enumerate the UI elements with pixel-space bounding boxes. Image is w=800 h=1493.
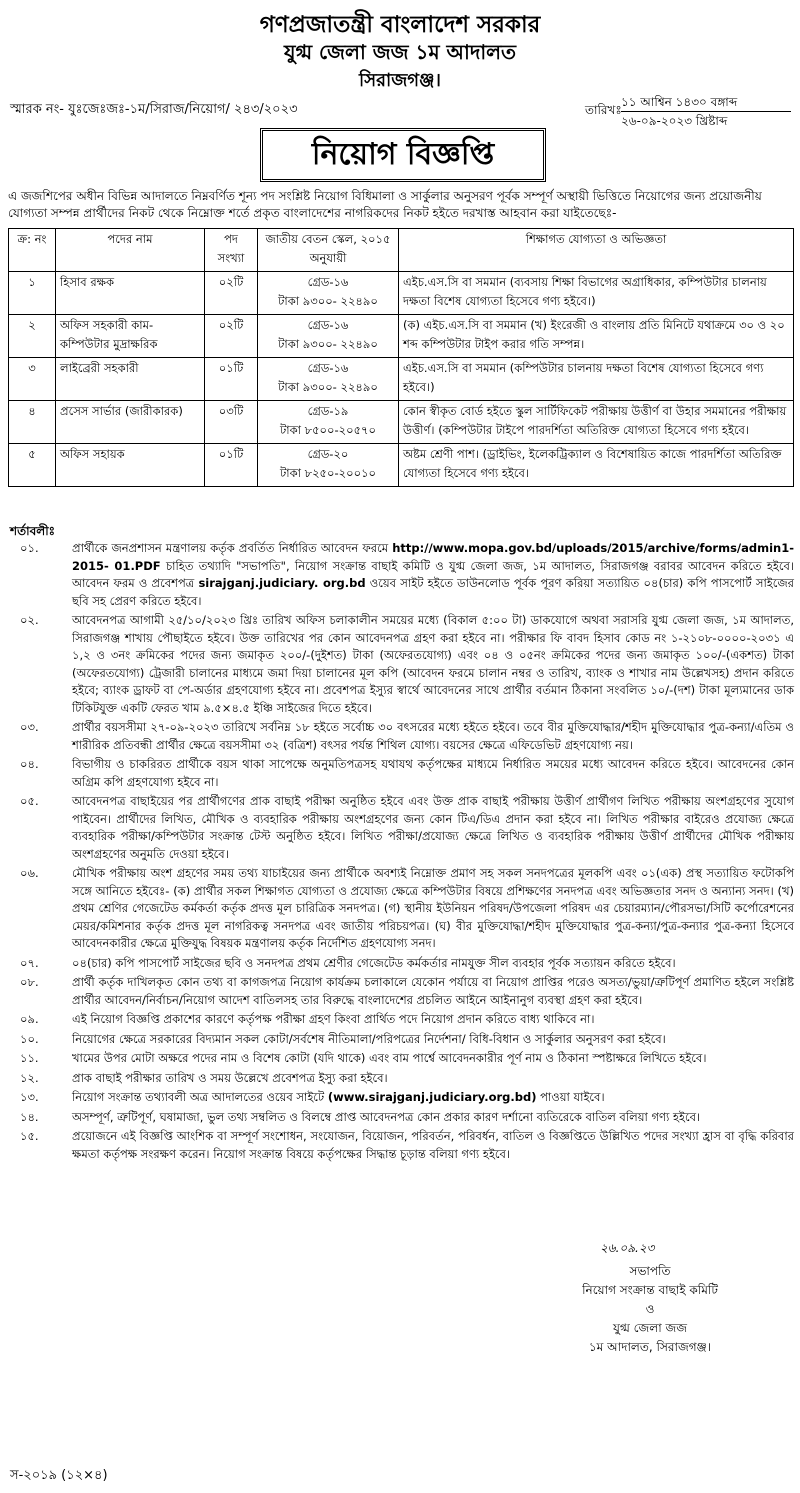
cell-grade: গ্রেড-১৬ — [307, 275, 349, 289]
cell-serial — [9, 401, 56, 444]
cell-name: প্রসেস সার্ভার (জারীকারক) — [60, 404, 183, 418]
condition-span: এই নিয়োগ বিজ্ঞপ্তি প্রকাশের কারণে কর্তৃপক্ষ পরীক্ষা গ্রহণ কিংবা প্রার্থিত পদে নিয়োগ প্রদান করিতে বাধ্য থাকিবে না। — [72, 1012, 595, 1026]
condition-link[interactable]: http://www.mopa.gov.bd/uploads/2015/archive/forms/admin1-2015- 01.PDF — [72, 541, 794, 573]
cell-post-count — [205, 272, 258, 315]
condition-span: অসম্পূর্ণ, ত্রুটিপূর্ণ, ঘষামাজা, ভুল তথ্য সম্বলিত ও বিলম্বে প্রাপ্ত আবেদনপত্র কোন প্রকার কারণ দর্শানো ব্যতিরেকে বাতিল বলিয়া গণ্য হইবে। — [72, 1109, 701, 1124]
cell-qualification — [399, 444, 794, 487]
cell-qual: এইচ.এস.সি বা সমমান (ব্যবসায় শিক্ষা বিভাগের অগ্রাধিকার, কম্পিউটার চালনায় দক্ষতা বিশেষ যোগ্যতা হিসেবে গণ্য হইবে।) — [403, 275, 767, 308]
condition-text — [72, 612, 794, 717]
cell-name: লাইব্রেরী সহকারী — [60, 361, 139, 375]
cell-pay: টাকা ৯৩০০- ২২৪৯০ — [278, 294, 378, 308]
condition-number: ০১. — [20, 541, 39, 555]
condition-number: ০৩. — [20, 720, 39, 734]
condition-text — [72, 1070, 794, 1088]
condition-item — [8, 1031, 794, 1049]
signature-block — [520, 1262, 780, 1357]
signature-initial: ২৬.০৯.২৩ — [600, 1241, 655, 1255]
condition-text — [72, 955, 794, 973]
condition-span: মৌখিক পরীক্ষায় অংশ গ্রহণের সময় তথ্য যাচাইয়ের জন্য প্রার্থীকে অবশ্যই নিম্নোক্ত প্রমাণ সহ সকল সনদপত্রের মূলকপি এবং ০১(এক) প্রস্থ সত্যায়িত ফটোকপি সঙ্গে আনিতে হইবেঃ- (ক) প্রার্থীর সকল শিক্ষাগত যোগ্যতা ও প্রযোজ্য ক্ষেত্রে কম্পিউটার বিষয়ে প্রশিক্ষণের সনদপত্র এবং অভিজ্ঞতার সনদ ও অন্যান্য সনদ। (খ) প্রথম শ্রেণির গেজেটেড কর্মকর্তা কর্তৃক প্রদত্ত মূল চারিত্রিক সনদপত্র। (গ) স্থানীয় ইউনিয়ন পরিষদ/উপজেলা পরিষদ এর চেয়ারম্যান/পৌরসভা/সিটি কর্পোরেশনের মেয়র/কমিশনার কর্তৃক প্রদত্ত মূল নাগরিকত্ব সনদপত্র এবং জাতীয় পরিচয়পত্র। (ঘ) বীর মুক্তিযোদ্ধা/শহীদ মুক্তিযোদ্ধার পুত্র-কন্যা/পুত্র-কন্যার পুত্র-কন্যা হিসেবে আবেদনকারীর ক্ষেত্রে মুক্তিযুদ্ধ বিষয়ক মন্ত্রণালয় কর্তৃক নির্দেশিত গ্রহণযোগ্য সনদ। — [72, 866, 794, 950]
signature-title: সভাপতি — [629, 1264, 671, 1278]
condition-text — [72, 1031, 794, 1049]
condition-item — [8, 955, 794, 973]
condition-link[interactable]: sirajganj.judiciary. org.bd — [198, 576, 366, 590]
cell-no: ৩ — [28, 361, 36, 375]
cell-post-name — [56, 444, 205, 487]
cell-qual: কোন স্বীকৃত বোর্ড হইতে স্কুল সার্টিফিকেট পরীক্ষায় উত্তীর্ণ বা উহার সমমানের পরীক্ষায় উত্তীর্ণ। (কম্পিউটার টাইপে পারদর্শিতা অতিরিক্ত যোগ্যতা হিসেবে গণ্য হইবে। — [403, 404, 787, 437]
header-pay-scale: জাতীয় বেতন স্কেল, ২০১৫ অনুযায়ী — [258, 229, 399, 272]
table-row — [9, 358, 794, 401]
cell-count: ০১টি — [218, 447, 244, 461]
cell-qual: অষ্টম শ্রেণী পাশ। (ড্রাইভিং, ইলেকট্রিক্যাল ও বিশেষায়িত কাজে পারদর্শিতা অতিরিক্ত যোগ্যতা হিসেবে গণ্য হইবে। — [403, 447, 782, 480]
signature-judge: যুগ্ম জেলা জজ — [612, 1321, 687, 1335]
condition-span: প্রয়োজনে এই বিজ্ঞপ্তি আংশিক বা সম্পূর্ণ সংশোধন, সংযোজন, বিয়োজন, পরিবর্তন, পরিবর্ধন, বাতিল ও বিজ্ঞপ্তিতে উল্লিখিত পদের সংখ্যা হ্রাস বা বৃদ্ধি করিবার ক্ষমতা কর্তৃপক্ষ সংরক্ষণ করেন। নিয়োগ সংক্রান্ত বিষয়ে কর্তৃপক্ষের সিদ্ধান্ত চূড়ান্ত বলিয়া গণ্য হইবে। — [72, 1129, 794, 1161]
condition-span: আবেদনপত্র বাছাইয়ের পর প্রার্থীগণের প্রাক বাছাই পরীক্ষা অনুষ্ঠিত হইবে এবং উক্ত প্রাক বাছাই পরীক্ষায় উত্তীর্ণ প্রার্থীগণ লিখিত পরীক্ষায় অংশগ্রহণের সুযোগ পাইবেন। প্রার্থীদের লিখিত, মৌখিক ও ব্যবহারিক পরীক্ষায় অংশগ্রহণের জন্য কোন টিএ/ডিএ প্রদান করা হইবে না। লিখিত পরীক্ষার বাইরেও প্রযোজ্য ক্ষেত্রে ব্যবহারিক পরীক্ষা/কম্পিউটার সংক্রান্ত টেস্ট অনুষ্ঠিত হইবে। লিখিত পরীক্ষা/প্রযোজ্য ক্ষেত্রে লিখিত ও ব্যবহারিক পরীক্ষায় উত্তীর্ণ প্রার্থীদের মৌখিক পরীক্ষায় অংশগ্রহণের অনুমতি দেওয়া হইবে। — [72, 794, 794, 861]
cell-name: অফিস সহকারী কাম-কম্পিউটার মুদ্রাক্ষরিক — [60, 318, 158, 351]
signature-and: ও — [645, 1302, 655, 1316]
cell-grade: গ্রেড-১৯ — [307, 404, 349, 418]
condition-number: ০৭. — [20, 955, 39, 970]
cell-pay-scale — [258, 401, 399, 444]
condition-text — [72, 1089, 794, 1107]
condition-span: আবেদনপত্র আগামী ২৫/১০/২০২৩ খ্রিঃ তারিখ অফিস চলাকালীন সময়ের মধ্যে (বিকাল ৫:০০ টা) ডাকযোগে অথবা সরাসরি যুগ্ম জেলা জজ, ১ম আদালত, সিরাজগঞ্জ শাখায় পৌছাইতে হইবে। উক্ত তারিখের পর কোন আবেদনপত্র গ্রহণ করা হইবে না। পরীক্ষার ফি বাবদ হিসাব কোড নং ১-২১০৮-০০০০-২০৩১ এ ১,২ ও ৩নং ক্রমিকের পদের জন্য জমাকৃত ২০০/-(দুইশত) টাকা (অফেরতযোগ্য) এবং ০৪ ও ০৫নং ক্রমিকের পদের জন্য জমাকৃত ১০০/-(একশত) টাকা (অফেরতযোগ্য) ট্রেজারী চালানের মাধ্যমে জমা দিয়া চালানের মূল কপি (আবেদন ফরমে চালান নম্বর ও তারিখ, ব্যাংক ও শাখার নাম উল্লেখসহ) প্রদান করিতে হইবে; ব্যাংক ড্রাফট বা পে-অর্ডার গ্রহণযোগ্য হইবে না। প্রবেশপত্র ইস্যুর স্বার্থে আবেদনের সাথে প্রার্থীর বর্তমান ঠিকানা সংবলিত ১০/-(দশ) টাকা মূল্যমানের ডাক টিকিটযুক্ত একটি ফেরত খাম ৯.৫×৪.৫ ইঞ্চি সাইজের দিতে হইবে। — [72, 613, 794, 715]
cell-serial — [9, 272, 56, 315]
condition-span: প্রার্থী কর্তৃক দাখিলকৃত কোন তথ্য বা কাগজপত্র নিয়োগ কার্যক্রম চলাকালে যেকোন পর্যায়ে বা নিয়োগ প্রাপ্তির পরেও অসত্য/ভুয়া/ত্রুটিপূর্ণ প্রমাণিত হইলে সংশ্লিষ্ট প্রার্থীর আবেদন/নির্বাচন/নিয়োগ আদেশ বাতিলসহ তার বিরুদ্ধে বাংলাদেশের প্রচলিত আইনে আইনানুগ ব্যবস্থা গ্রহণ করা হইবে। — [72, 975, 794, 1007]
cell-post-count — [205, 315, 258, 358]
posts-table — [8, 228, 794, 487]
condition-item — [8, 1050, 794, 1068]
cell-no: ৫ — [28, 447, 36, 461]
cell-qualification — [399, 272, 794, 315]
condition-span: খামের উপর মোটা অক্ষরে পদের নাম ও বিশেষ কোটা (যদি থাকে) এবং বাম পার্শ্বে আবেদনকারীর পূর্ণ নাম ও ঠিকানা স্পষ্টাক্ষরে লিখিতে হইবে। — [72, 1051, 707, 1065]
signature-committee: নিয়োগ সংক্রান্ত বাছাই কমিটি — [582, 1283, 718, 1297]
date-label: তারিখঃ — [585, 103, 622, 117]
cell-pay-scale — [258, 358, 399, 401]
cell-grade: গ্রেড-১৬ — [307, 361, 349, 375]
condition-item — [8, 793, 794, 863]
cell-qualification — [399, 358, 794, 401]
header-post-count: পদ সংখ্যা — [205, 229, 258, 272]
condition-number: ০৮. — [20, 975, 39, 989]
cell-pay-scale — [258, 444, 399, 487]
condition-item — [8, 1089, 794, 1107]
govt-heading: গণপ্রজাতন্ত্রী বাংলাদেশ সরকার — [259, 12, 541, 38]
footer-code: স-২০১৯ (১২×৪) — [10, 1468, 108, 1483]
condition-item — [8, 1011, 794, 1029]
date-english: ২৬-০৯-২০২৩ খ্রিষ্টাব্দ — [621, 114, 728, 128]
condition-number: ০৬. — [20, 866, 39, 880]
condition-span: প্রার্থীর বয়সসীমা ২৭-০৯-২০২৩ তারিখে সর্বনিম্ন ১৮ হইতে সর্বোচ্চ ৩০ বৎসরের মধ্যে হইতে হইবে। তবে বীর মুক্তিযোদ্ধার/শহীদ মুক্তিযোদ্ধার পুত্র-কন্যা/এতিম ও শারীরিক প্রতিবন্ধী প্রার্থীর ক্ষেত্রে বয়সসীমা ৩২ (বত্রিশ) বৎসর পর্যন্ত শিথিল যোগ্য। বয়সের ক্ষেত্রে এফিডেভিট গ্রহণযোগ্য নয়। — [72, 720, 794, 752]
condition-number: ০২. — [20, 613, 39, 627]
cell-serial — [9, 358, 56, 401]
condition-number: ১৫. — [20, 1129, 39, 1143]
cell-serial — [9, 315, 56, 358]
table-row — [9, 272, 794, 315]
condition-link[interactable]: (www.sirajganj.judiciary.org.bd) — [327, 1090, 537, 1104]
intro-paragraph: এ জজশিপের অধীন বিভিন্ন আদালতে নিম্নবর্ণিত শূন্য পদ সংশ্লিষ্ট নিয়োগ বিধিমালা ও সার্কুলার অনুসরণ পূর্বক সম্পূর্ণ অস্থায়ী ভিত্তিতে নিয়োগের জন্য প্রয়োজনীয় যোগ্যতা সম্পন্ন প্রার্থীদের নিকট থেকে নিম্নোক্ত শর্তে প্রকৃত বাংলাদেশের নাগরিকদের নিকট হইতে দরখাস্ত আহবান করা যাইতেছেঃ- — [8, 189, 762, 220]
cell-grade: গ্রেড-১৬ — [307, 318, 349, 332]
condition-number: ০৯. — [20, 1012, 39, 1026]
condition-text — [72, 793, 794, 863]
cell-post-name — [56, 315, 205, 358]
condition-number: ১৪. — [20, 1109, 39, 1124]
condition-number: ০৫. — [20, 794, 39, 808]
date-divider — [621, 111, 791, 112]
condition-text — [72, 1128, 794, 1163]
cell-pay: টাকা ৮২৫০-২০০১০ — [279, 466, 377, 480]
condition-span: ০৪(চার) কপি পাসপোর্ট সাইজের ছবি ও সনদপত্র প্রথম শ্রেণীর গেজেটেড কর্মকর্তার নামযুক্ত সীল ব্যবহার পূর্বক সত্যায়ন করিতে হইবে। — [72, 955, 676, 970]
memo-number: স্মারক নং- যুঃজেঃজঃ-১ম/সিরাজ/নিয়োগ/ ২৪৩/২০২৩ — [10, 102, 298, 117]
cell-qualification — [399, 315, 794, 358]
cell-count: ০৩টি — [218, 404, 244, 418]
condition-number: ০৪. — [20, 757, 39, 771]
table-row — [9, 444, 794, 487]
table-header-row — [9, 229, 794, 272]
cell-pay: টাকা ৯৩০০- ২২৪৯০ — [278, 380, 378, 394]
condition-text — [72, 865, 794, 953]
condition-text — [72, 719, 794, 754]
condition-item — [8, 974, 794, 1009]
condition-item — [8, 1070, 794, 1088]
condition-span: পাওয়া যাইবে। — [536, 1090, 605, 1104]
notice-title: নিয়োগ বিজ্ঞপ্তি — [260, 128, 546, 182]
header-post-name: পদের নাম — [56, 229, 205, 272]
cell-pay-scale — [258, 315, 399, 358]
condition-number: ১১. — [20, 1051, 39, 1065]
cell-grade: গ্রেড-২০ — [307, 447, 349, 461]
cell-pay-scale — [258, 272, 399, 315]
condition-span: নিয়োগ সংক্রান্ত তথ্যাবলী অত্র আদালতের ওয়েব সাইটে — [72, 1090, 328, 1104]
cell-post-name — [56, 358, 205, 401]
header-serial: ক্র: নং — [9, 229, 56, 272]
condition-item — [8, 612, 794, 717]
date-bangla: ১১ আশ্বিন ১৪৩০ বঙ্গাব্দ — [621, 95, 738, 109]
cell-no: ৪ — [28, 404, 36, 418]
conditions-title: শর্তাবলীঃ — [10, 524, 56, 538]
condition-item — [8, 756, 794, 791]
condition-span: প্রার্থীকে জনপ্রশাসন মন্ত্রণালয় কর্তৃক প্রবর্তিত নির্ধারিত আবেদন ফরমে — [72, 541, 393, 555]
cell-qual: (ক) এইচ.এস.সি বা সমমান (খ) ইংরেজী ও বাংলায় প্রতি মিনিটে যথাক্রমে ৩০ ও ২০ শব্দ কম্পিউটার টাইপ করার গতি সম্পন্ন। — [403, 318, 785, 351]
cell-qual: এইচ.এস.সি বা সমমান (কম্পিউটার চালনায় দক্ষতা বিশেষ যোগ্যতা হিসেবে গণ্য হইবে।) — [403, 361, 764, 394]
condition-text — [72, 1050, 794, 1068]
condition-text — [72, 540, 794, 610]
cell-no: ১ — [28, 275, 36, 289]
cell-count: ০২টি — [218, 275, 244, 289]
signature-court: ১ম আদালত, সিরাজগঞ্জ। — [588, 1340, 712, 1354]
condition-span: ওয়েব সাইট হইতে ডাউনলোড পূর্বক পূরণ করিয়া সত্যায়িত ০৪(চার) কপি পাসপোর্ট সাইজের ছবি সহ প্রেরণ করিতে হইবে। — [72, 576, 794, 608]
condition-text — [72, 974, 794, 1009]
condition-item — [8, 719, 794, 754]
condition-text — [72, 1109, 794, 1127]
cell-post-count — [205, 358, 258, 401]
condition-span: প্রাক বাছাই পরীক্ষার তারিখ ও সময় উল্লেখে প্রবেশপত্র ইস্যু করা হইবে। — [72, 1070, 388, 1085]
condition-number: ১০. — [20, 1031, 39, 1046]
conditions-list — [8, 540, 794, 1165]
cell-pay: টাকা ৯৩০০- ২২৪৯০ — [278, 337, 378, 351]
condition-number: ১২. — [20, 1070, 39, 1085]
district-heading: সিরাজগঞ্জ। — [359, 70, 441, 91]
cell-pay: টাকা ৮৫০০-২০৫৭০ — [279, 423, 377, 437]
cell-name: অফিস সহায়ক — [60, 447, 125, 461]
cell-name: হিসাব রক্ষক — [60, 275, 115, 289]
condition-span: নিয়োগের ক্ষেত্রে সরকারের বিদ্যমান সকল কোটা/সর্বশেষ নীতিমালা/পরিপত্রের নির্দেশনা/ বিধি-বিধান ও সার্কুলার অনুসরণ করা হইবে। — [72, 1031, 666, 1046]
cell-post-name — [56, 401, 205, 444]
cell-post-count — [205, 401, 258, 444]
condition-text — [72, 756, 794, 791]
condition-number: ১৩. — [20, 1090, 39, 1104]
cell-post-name — [56, 272, 205, 315]
condition-item — [8, 865, 794, 953]
condition-item — [8, 1128, 794, 1163]
cell-no: ২ — [28, 318, 36, 332]
cell-count: ০১টি — [218, 361, 244, 375]
cell-serial — [9, 444, 56, 487]
condition-span: চাহিত তথ্যাদি "সভাপতি", নিয়োগ সংক্রান্ত বাছাই কমিটি ও যুগ্ম জেলা জজ, ১ম আদালত, সিরাজগঞ্জ বরাবর আবেদন করিতে হইবে। আবেদন ফরম ও প্রবেশপত্র — [72, 558, 794, 590]
condition-item — [8, 1109, 794, 1127]
condition-text — [72, 1011, 794, 1029]
header-qualification: শিক্ষাগত যোগ্যতা ও অভিজ্ঞতা — [399, 229, 794, 272]
condition-span: বিভাগীয় ও চাকরিরত প্রার্থীকে বয়স থাকা সাপেক্ষে অনুমতিপত্রসহ যথাযথ কর্তৃপক্ষের মাধ্যমে নির্ধারিত সময়ের মধ্যে আবেদন করিতে হইবে। আবেদনের কোন অগ্রিম কপি গ্রহণযোগ্য হইবে না। — [72, 757, 794, 789]
court-heading: যুগ্ম জেলা জজ ১ম আদালত — [283, 40, 517, 64]
table-row — [9, 401, 794, 444]
cell-count: ০২টি — [218, 318, 244, 332]
condition-item — [8, 540, 794, 610]
table-row — [9, 315, 794, 358]
cell-post-count — [205, 444, 258, 487]
cell-qualification — [399, 401, 794, 444]
